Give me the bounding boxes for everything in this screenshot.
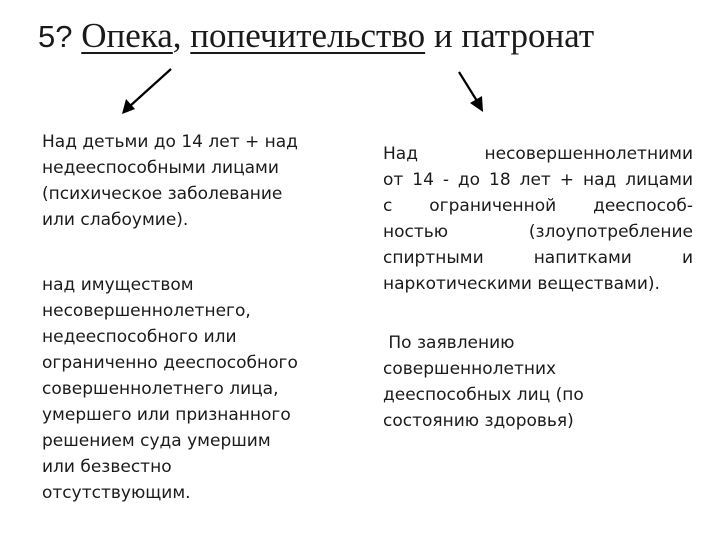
text-line: от 14 - до 18 лет + над лицами	[383, 170, 693, 190]
title-term-patronage: и патронат	[425, 16, 595, 55]
text-line: недееспособными лицами	[42, 158, 279, 178]
text-line: решением суда умершим	[42, 431, 271, 451]
text-line: над имуществом	[42, 275, 194, 295]
text-line: недееспособного или	[42, 327, 237, 347]
text-line: По заявлению	[383, 333, 515, 353]
text-line: или безвестно	[42, 457, 172, 477]
text-line: дееспособных лиц (по	[383, 385, 584, 405]
text-line: совершеннолетних	[383, 359, 557, 379]
trusteeship-text	[383, 141, 693, 297]
arrow-right-icon	[459, 72, 483, 112]
text-line: (психическое заболевание	[42, 184, 283, 204]
text-line: ограниченно дееспособного	[42, 353, 298, 373]
text-line: состоянию здоровья)	[383, 411, 574, 431]
text-line: ностью (злоупотребление	[383, 222, 693, 242]
text-line: спиртными напитками и	[383, 248, 693, 268]
text-line: умершего или признанного	[42, 405, 291, 425]
patronage-text	[383, 330, 683, 434]
guardianship-property-text	[42, 272, 342, 506]
text-line: Над несовершеннолетними	[383, 144, 693, 164]
arrow-left-icon	[122, 69, 171, 114]
text-line: Над детьми до 14 лет + над	[42, 132, 298, 152]
title-term-guardianship: Опека	[81, 16, 173, 55]
text-line: несовершеннолетнего,	[42, 301, 251, 321]
title-separator: ,	[172, 16, 191, 55]
text-line: или слабоумие).	[42, 210, 189, 230]
text-line: совершеннолетнего лица,	[42, 379, 279, 399]
text-line: отсутствующим.	[42, 483, 191, 503]
text-line: наркотическими веществами).	[383, 274, 660, 294]
text-line: с ограниченной дееспособ-	[383, 196, 693, 216]
title-term-trusteeship: попечительство	[190, 16, 426, 55]
title-number: 5?	[38, 19, 73, 54]
guardianship-minors-text	[42, 129, 342, 233]
